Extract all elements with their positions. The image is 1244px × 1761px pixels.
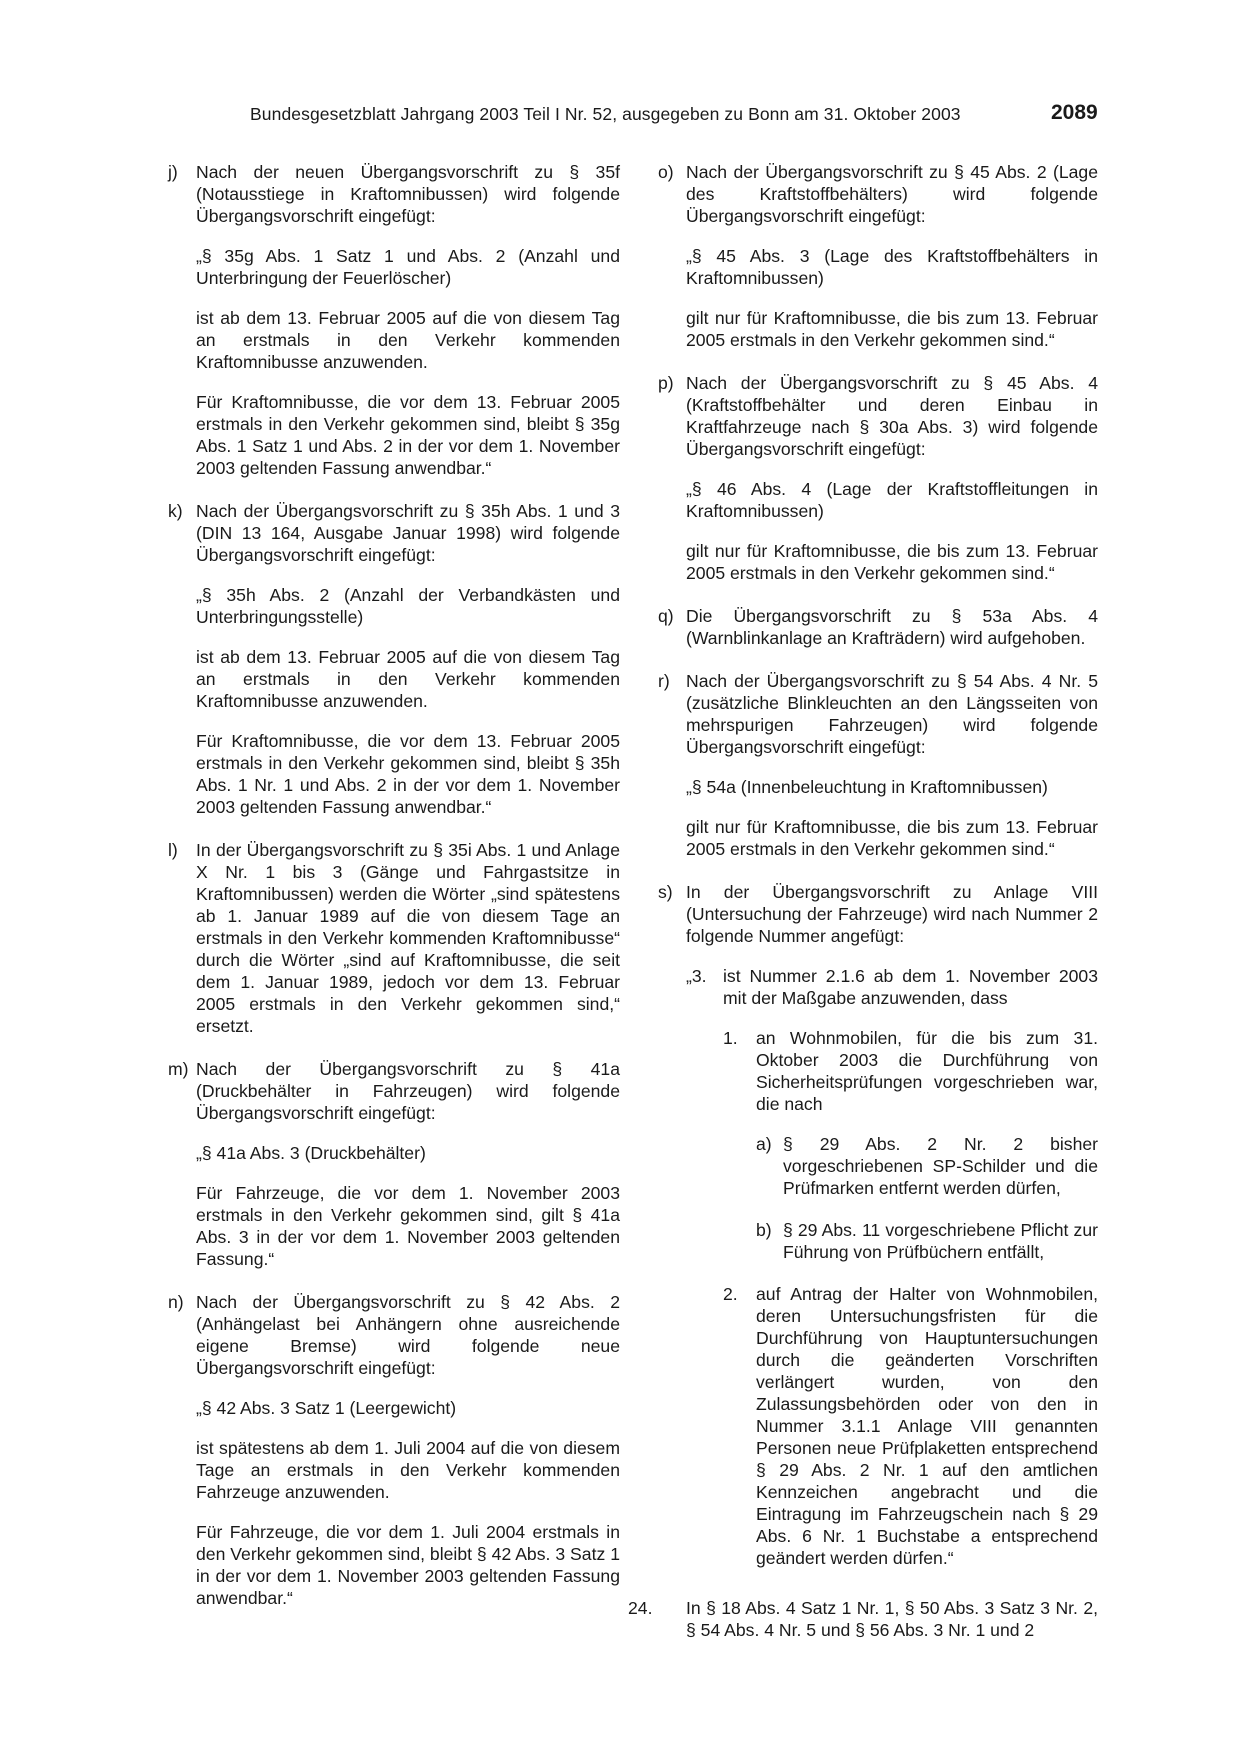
item-marker: r) [658, 671, 670, 691]
paragraph: Für Kraftomnibusse, die vor dem 13. Februar 2005 erstmals in den Verkehr gekommen sind, bleibt § 35g Abs. 1 Satz 1 und Abs. 2 in der vor dem 1. November 2003 geltenden Fassung anwendbar.“ [196, 392, 620, 478]
quoted-heading: „§ 35g Abs. 1 Satz 1 und Abs. 2 (Anzahl und Unterbringung der Feuerlöscher) [196, 246, 620, 288]
item-marker: l) [168, 840, 178, 860]
item-intro: Nach der Übergangsvorschrift zu § 42 Abs. 2 (Anhängelast bei Anhängern ohne ausreichende eigene Bremse) wird folgende neue Übergangsvorschrift eingefügt: [196, 1292, 620, 1378]
item-24 [628, 1597, 1098, 1641]
item-intro: Nach der Übergangsvorschrift zu § 45 Abs. 4 (Kraftstoffbehälter und deren Einbau in Kraftfahrzeuge nach § 30a Abs. 3) wird folgende Übergangsvorschrift eingefügt: [686, 373, 1098, 459]
item-m [168, 1058, 620, 1270]
item-o [658, 161, 1098, 351]
item-intro: In der Übergangsvorschrift zu Anlage VIII (Untersuchung der Fahrzeuge) wird nach Nummer 2 folgende Nummer angefügt: [686, 882, 1098, 946]
paragraph: gilt nur für Kraftomnibusse, die bis zum 13. Februar 2005 erstmals in den Verkehr gekommen sind.“ [686, 308, 1098, 350]
sub-item-text: § 29 Abs. 11 vorgeschriebene Pflicht zur Führung von Prüfbüchern entfällt, [783, 1220, 1098, 1262]
item-text: Die Übergangsvorschrift zu § 53a Abs. 4 (Warnblinkanlage an Krafträdern) wird aufgehoben. [686, 606, 1098, 648]
sub-item-text: ist Nummer 2.1.6 ab dem 1. November 2003 mit der Maßgabe anzuwenden, dass [723, 966, 1098, 1008]
item-k [168, 500, 620, 818]
sub-item-a [756, 1133, 1098, 1199]
item-marker: n) [168, 1292, 184, 1312]
item-marker: q) [658, 606, 674, 626]
quoted-heading: „§ 41a Abs. 3 (Druckbehälter) [196, 1143, 426, 1163]
paragraph: Für Fahrzeuge, die vor dem 1. Juli 2004 erstmals in den Verkehr gekommen sind, bleibt § 42 Abs. 3 Satz 1 in der vor dem 1. November 2003 geltenden Fassung anwendbar.“ [196, 1522, 620, 1608]
item-s [658, 881, 1098, 1569]
left-column [168, 161, 620, 1630]
page-number: 2089 [1051, 101, 1098, 124]
sub-item-text: an Wohnmobilen, für die bis zum 31. Oktober 2003 die Durchführung von Sicherheitsprüfungen vorgeschrieben war, die nach [756, 1028, 1098, 1114]
item-intro: Nach der neuen Übergangsvorschrift zu § 35f (Notausstiege in Kraftomnibussen) wird folgende Übergangsvorschrift eingefügt: [196, 162, 620, 226]
sub-item-text: auf Antrag der Halter von Wohnmobilen, deren Untersuchungsfristen für die Durchführung von Hauptuntersuchungen durch die geänderten Vorschriften verlängert wurden, von den Zulassungsbehörden oder von den in Nummer 3.1.1 Anlage VIII genannten Personen neue Prüfplaketten entsprechend § 29 Abs. 2 Nr. 1 auf den amtlichen Kennzeichen angebracht und die Eintragung im Fahrzeugschein nach § 29 Abs. 6 Nr. 1 Buchstabe a entsprechend geändert werden dürfen.“ [756, 1284, 1098, 1568]
item-l [168, 839, 620, 1037]
item-marker: k) [168, 501, 183, 521]
sub-item-2 [723, 1283, 1098, 1569]
item-q [658, 605, 1098, 649]
paragraph: ist ab dem 13. Februar 2005 auf die von diesem Tag an erstmals in den Verkehr kommenden Kraftomnibusse anzuwenden. [196, 647, 620, 711]
paragraph: gilt nur für Kraftomnibusse, die bis zum 13. Februar 2005 erstmals in den Verkehr gekommen sind.“ [686, 541, 1098, 583]
quoted-heading: „§ 46 Abs. 4 (Lage der Kraftstoffleitungen in Kraftomnibussen) [686, 479, 1098, 521]
paragraph: Für Fahrzeuge, die vor dem 1. November 2003 erstmals in den Verkehr gekommen sind, gilt § 41a Abs. 3 in der vor dem 1. November 2003 geltenden Fassung.“ [196, 1183, 620, 1269]
item-marker: j) [168, 162, 178, 182]
item-intro: Nach der Übergangsvorschrift zu § 45 Abs. 2 (Lage des Kraftstoffbehälters) wird folgende Übergangsvorschrift eingefügt: [686, 162, 1098, 226]
sub-item-marker: „3. [686, 966, 707, 986]
item-p [658, 372, 1098, 584]
item-j [168, 161, 620, 479]
quoted-heading: „§ 35h Abs. 2 (Anzahl der Verbandkästen und Unterbringungsstelle) [196, 585, 620, 627]
sub-item-3 [686, 965, 1098, 1009]
item-text: In der Übergangsvorschrift zu § 35i Abs. 1 und Anlage X Nr. 1 bis 3 (Gänge und Fahrgastsitze in Kraftomnibussen) werden die Wörter „sind spätestens ab 1. Januar 1989 auf die von diesem Tage an erstmals in den Verkehr kommenden Kraftomnibusse“ durch die Wörter „sind auf Kraftomnibusse, die seit dem 1. Januar 1989, jedoch vor dem 13. Februar 2005 erstmals in den Verkehr gekommen sind,“ ersetzt. [196, 840, 620, 1036]
paragraph: ist ab dem 13. Februar 2005 auf die von diesem Tag an erstmals in den Verkehr kommenden Kraftomnibusse anzuwenden. [196, 308, 620, 372]
item-r [658, 670, 1098, 860]
sub-item-b [756, 1219, 1098, 1263]
item-intro: Nach der Übergangsvorschrift zu § 35h Abs. 1 und 3 (DIN 13 164, Ausgabe Januar 1998) wird folgende Übergangsvorschrift eingefügt: [196, 501, 620, 565]
item-marker: 24. [628, 1598, 653, 1618]
quoted-heading: „§ 42 Abs. 3 Satz 1 (Leergewicht) [196, 1398, 457, 1418]
paragraph: gilt nur für Kraftomnibusse, die bis zum 13. Februar 2005 erstmals in den Verkehr gekommen sind.“ [686, 817, 1098, 859]
item-n [168, 1291, 620, 1609]
item-marker: m) [168, 1059, 189, 1079]
sub-item-1 [723, 1027, 1098, 1263]
item-marker: o) [658, 162, 674, 182]
paragraph: Für Kraftomnibusse, die vor dem 13. Februar 2005 erstmals in den Verkehr gekommen sind, bleibt § 35h Abs. 1 Nr. 1 und Abs. 2 in der vor dem 1. November 2003 geltenden Fassung anwendbar.“ [196, 731, 620, 817]
item-intro: Nach der Übergangsvorschrift zu § 54 Abs. 4 Nr. 5 (zusätzliche Blinkleuchten an den Längsseiten von mehrspurigen Fahrzeugen) wird folgende Übergangsvorschrift eingefügt: [686, 671, 1098, 757]
item-marker: s) [658, 882, 673, 902]
quoted-heading: „§ 45 Abs. 3 (Lage des Kraftstoffbehälters in Kraftomnibussen) [686, 246, 1098, 288]
sub-item-marker: 1. [723, 1028, 738, 1048]
sub-item-marker: a) [756, 1134, 772, 1154]
item-marker: p) [658, 373, 674, 393]
quoted-heading: „§ 54a (Innenbeleuchtung in Kraftomnibussen) [686, 777, 1048, 797]
sub-item-text: § 29 Abs. 2 Nr. 2 bisher vorgeschriebenen SP-Schilder und die Prüfmarken entfernt werden dürfen, [783, 1134, 1098, 1198]
item-intro: Nach der Übergangsvorschrift zu § 41a (Druckbehälter in Fahrzeugen) wird folgende Übergangsvorschrift eingefügt: [196, 1059, 620, 1123]
item-text: In § 18 Abs. 4 Satz 1 Nr. 1, § 50 Abs. 3 Satz 3 Nr. 2, § 54 Abs. 4 Nr. 5 und § 56 Abs. 3 Nr. 1 und 2 [686, 1598, 1098, 1640]
right-column [628, 161, 1098, 1641]
paragraph: ist spätestens ab dem 1. Juli 2004 auf die von diesem Tage an erstmals in den Verkehr kommenden Fahrzeuge anzuwenden. [196, 1438, 620, 1502]
sub-item-marker: 2. [723, 1284, 738, 1304]
running-header: Bundesgesetzblatt Jahrgang 2003 Teil I Nr. 52, ausgegeben zu Bonn am 31. Oktober 2003 [250, 104, 961, 124]
sub-item-marker: b) [756, 1220, 772, 1240]
